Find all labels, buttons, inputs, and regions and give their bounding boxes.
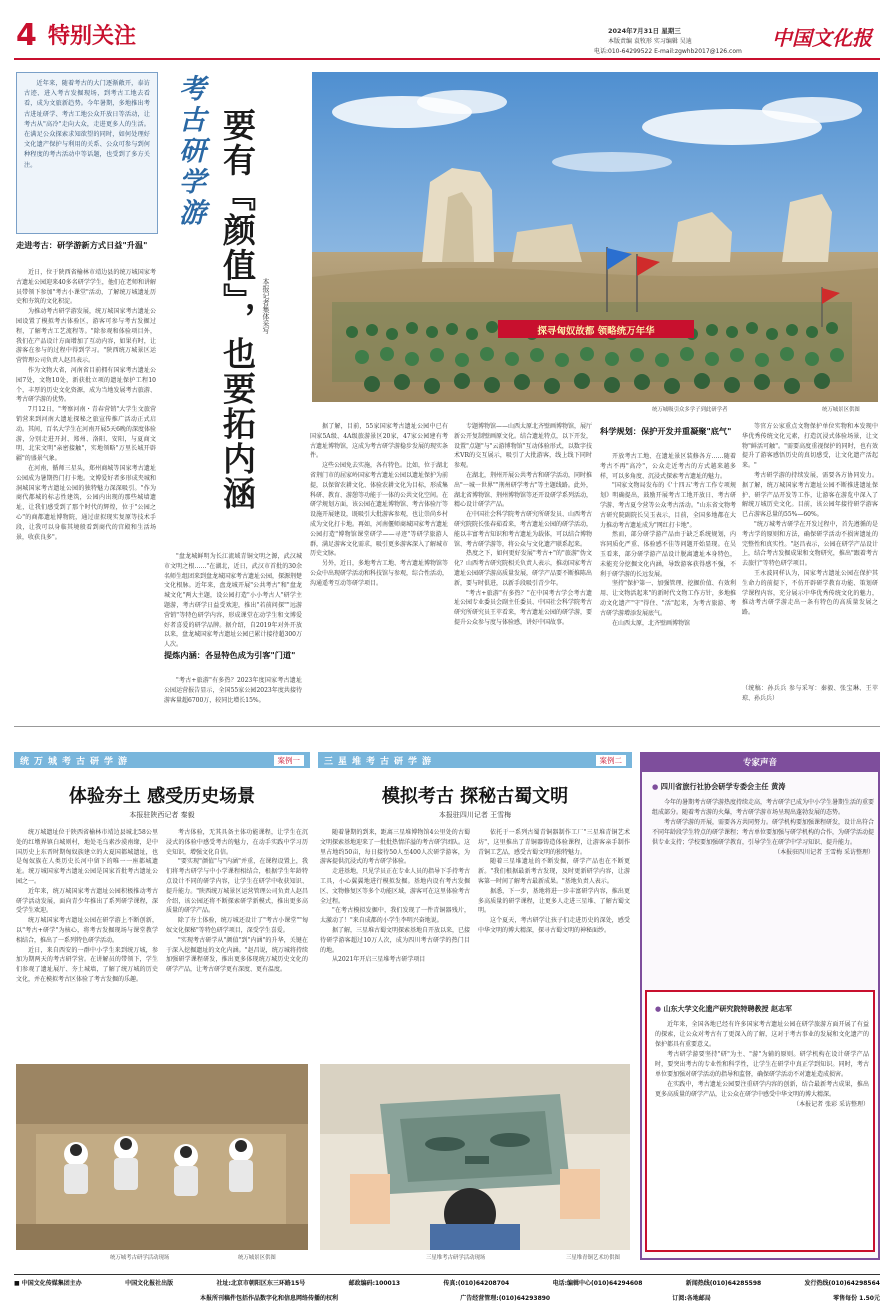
case2-photo-credit: 三星堆青铜艺术坊供图 (566, 1255, 620, 1261)
headline-kicker: 考古研学游 (174, 74, 205, 229)
paragraph: 在实践中，考古遗址公园要注重研学内容的创新，结合最新考古成果，推出更多高质量的研学产品，让公众在研学中感受中华文明的博大精深。 (655, 1081, 869, 1098)
footer-cell: 广告经营管理:(010)64293890 (460, 1295, 551, 1302)
paragraph: "要实现"颜值"与"内涵"并重，在课程设置上，我们将考古研学与中小学课程相结合，根据学生年龄特点设计不同的研学内容，让学生在研学中收获知识、提升能力。"陕西统万城景区运营管理公司负责人赵昌介绍，该公园还将不断探索研学新模式，推出更多高质量的研学产品。 (166, 858, 308, 915)
paragraph: 专题博物馆——山西太原北齐壁画博物馆，展厅新公开复制壁画原文化。结合遗址特点，以下开发，设置"点题"与"云游博物馆"互动体验形式，以数字技术VR的交互展示，吸引了大批游客，线上线下同时参观。 (454, 423, 593, 470)
section2-signoff: （统稿：孙兵兵 参与采写：秦毅、张宝琳、王苹琼、孙兵兵） (742, 685, 878, 702)
paragraph: 为推动考古研学游发展，统万城国家考古遗址公园设置了模拟考古体验区，游客可参与考古发掘过程，了解考古工艺流程等。"除参观和体验项目外，我们在产品设计方面增加了互动内容，如果有时，让游客在参与的过程中得到学习。"陕西统万城景区运营管理公司负责人赵昌表示。 (16, 308, 156, 365)
expert1-name (652, 782, 874, 792)
case2-bar (318, 752, 632, 768)
paragraph: （本报驻四川记者 王雪梅 采访整理） (774, 849, 874, 856)
paragraph: "考古+旅游"有多热？2023年度国家考古遗址公园运营报告显示，全国55家公园2023年度共接待游客量超6700万，较同比增长15%。 (164, 677, 302, 704)
case2-photo-caption: 三星堆考古研学活动现场 (426, 1255, 486, 1261)
paragraph: "盘龙城鲜明为长江流域青铜文明之源，武汉城市文明之根……"在湖北，近日，武汉市首批的30余名师生组团来到盘龙城国家考古遗址公园，探源荆楚文化根脉。近年来，盘龙城开展"公共考古"和"盘龙城文化"两大主题，设公园打造"小小考古人"研学主题游，考古研学日益受欢迎，推出"若前问探""远游营销"等特色研学内容，形成课堂在动学生和文博爱好者喜爱的研学品牌。据介绍，自2019年对外开放以来，盘龙城国家考古遗址公园已累计接待超300万人次。 (164, 553, 303, 649)
top-photo-caption: 统万城吸引众多学子到此研学者 (652, 407, 728, 413)
paragraph: 近日，位于陕西省榆林市靖边县的统万城国家考古遗址公园迎来40多名研学学生，他们在老师和讲解员带领下参加"考古小课堂"活动，了解统万城遗址历史和夯筑的文化积淀。 (16, 269, 156, 306)
paragraph: 另外，近日，多地考古工地、考古遗址博物馆等公众中出现研学活动和科技馆与参观，综合性活动，沟通遥考互动等研学项目。 (310, 560, 449, 587)
paragraph: 统万城遗址位于陕西省榆林市靖边县城北58公里处的红墩界镇白城则村，地处毛乌素沙漠南缘，是中国历史上东晋时期匈奴族建立的大夏国都城遗址，也是匈奴族在人类历史长河中留下的唯一一座都城遗址。统万城国家考古遗址公园是国家首批考古遗址公园之一。 (16, 829, 158, 885)
footer-cell: 邮政编码:100013 (348, 1280, 401, 1287)
case1-title: 体验夯土 感受历史场景 (68, 786, 256, 807)
footer-cell: 本报所刊稿件包括作品数字化和信息网络传播的权利 (200, 1295, 339, 1302)
paragraph: "在考古模拟发掘中，我们发现了一件青铜器残片，太激动了！"来自成都的小学生李明兴奋地说。 (320, 907, 470, 925)
headline-main: 要有『颜值』，也要拓内涵 (218, 108, 257, 512)
section2-heading: 科学规划：保护开发并重凝聚"底气" (600, 426, 732, 436)
footer-cell: ■ 中国文化传媒集团主办 (14, 1280, 82, 1287)
paragraph: 近年来，统万城国家考古遗址公园积极推动考古研学活动发展，面向青少年推出了系列研学课程，深受学生欢迎。 (16, 887, 158, 915)
section1-col2b (310, 422, 448, 720)
paragraph: "实现考古研学从"颜值"到"内涵"的升华，关键在于深入挖掘遗址的文化内涵。"赵昌说，统万城将持续加强研学课程研发，推出更多体现统万城历史文化的研学产品，让考古研学更有深度、更有温度。 (166, 936, 308, 974)
case2-label: 三星堆考古研学游 (324, 757, 437, 767)
paragraph: 热度之下，如何更好发展"考古+"的"旅游"伪文化？山西考古研究院相关负责人表示，推动国家考古遗址公园研学游高质量发展，研学产品要不断推陈出新，要与时俱进，以新手段吸引青少年。 (454, 550, 593, 587)
header-contact: 电话:010-64299522 E-mail:zgwhb2017@126.com (594, 48, 742, 55)
paragraph: 在湖北，荆州开展公共考古和研学活动，同时推出"一城一世界""荆州研学考古"等主题线路。此外，湖北省博物馆、荆州博物馆等还开设研学系列活动，精心设计研学产品。 (454, 471, 593, 509)
mask-photo-illustration (320, 1064, 630, 1250)
footer-cell: 零售每份 1.50元 (833, 1295, 880, 1302)
page-number: 4 (16, 18, 37, 53)
expert1-name-text: 四川省旅行社协会研学专委会主任 黄涛 (660, 782, 786, 791)
paragraph: 从2021年开启三星堆考古研学项目 (332, 956, 426, 964)
paragraph: 随着暑期的到来，距离三星堆博物馆4公里处的古蜀文明探索基地迎来了一批批热情洋溢的考古研学团队。这里占地约50亩，每日接待50人至400人次研学游客，为游客提供沉浸式的考古研学体验。 (320, 829, 471, 866)
footer-cell: 发行热线(010)64298564 (804, 1280, 880, 1287)
paragraph: "国家文物局发布的《'十四五'考古工作专项规划》明确提出，鼓励开展考古工地开放日、考古研学游、考古夏令营等公众考古活动。"山东省文物考古研究院副院长吴玉表示，目前，全国多地都在大力推动考古遗址成为"网红打卡地"。 (600, 482, 736, 529)
expert2-name (655, 1004, 869, 1014)
section1-heading2: 提炼内涵：各显特色成为引客"门道" (164, 650, 296, 660)
mid-divider (14, 726, 880, 727)
paragraph: 据了解，目前，55家国家考古遗址公园中已有国家5A级、4A级旅游景区20家，47家公园建有考古遗址博物馆，这成为考古研学游稳步发展的现实条件。 (310, 423, 449, 460)
footer-cell: 新闻热线(010)64285598 (685, 1280, 762, 1287)
case1-col2 (166, 828, 308, 1060)
section-title: 特别关注 (48, 24, 137, 49)
footer-cell: 传真:(010)64208704 (443, 1280, 510, 1287)
paragraph: 作为文物大省，河南省目前拥有国家考古遗址公园7处，文物10处，新获批立项的遗址保护工程10个，丰厚的历史文化资源，成为当地发展考古旅游、考古研学游的优势。 (16, 366, 156, 404)
footer-cell: 订阅:各地邮局 (672, 1295, 711, 1302)
footer-rule (14, 1274, 880, 1275)
intro-box (16, 72, 158, 234)
section1-col1 (16, 268, 156, 720)
expert2-name-text: 山东大学文化遗产研究院特聘教授 赵志军 (663, 1005, 792, 1013)
section1-col2b-start (164, 676, 302, 720)
footer-row2 (200, 1293, 880, 1304)
headline-byline: 本报记者集体采写 (262, 278, 270, 334)
expert2-box (645, 990, 875, 1252)
case1-byline: 本报驻陕西记者 秦毅 (129, 811, 195, 819)
section1-col3 (454, 422, 592, 720)
case2-col1 (320, 828, 470, 1060)
case2-photo (320, 1064, 630, 1250)
paragraph: 在山西太原，北齐壁画博物馆 (612, 619, 691, 627)
case1-photo-caption: 统万城考古研学活动现场 (110, 1255, 170, 1261)
paragraph: 这个夏天，考古研学让孩子们走进历史的深处，感受中华文明的博大精深，探寻古蜀文明的神秘面纱。 (478, 917, 630, 934)
section2-col1 (600, 452, 736, 720)
paragraph: 考古体验，无其具备主体功能课程，让学生在沉浸式的体验中感受考古的魅力，在动手实践中学习历史知识，增强文化自信。 (166, 829, 308, 856)
experts-header-label: 专家声音 (742, 758, 777, 768)
paragraph: 据了解，三星堆古蜀文明探索基地自开放以来，已接待研学游客超过10万人次，成为四川考古研学的热门目的地。 (320, 926, 471, 954)
paragraph: 王永波同样认为，国家考古遗址公园在保护其生命力的前提下，不仿开辟研学教育功能、策划研学课程内容，充分展示中华优秀传统文化的魅力，推动考古研学游走出一条有特色的高质量发展之路。 (742, 569, 878, 617)
section1-heading: 走进考古：研学游新方式日益"升温" (16, 240, 148, 250)
paragraph: 近日，来自西安的一群中小学生来到统万城，参加为期两天的考古研学营。在讲解员的带领下，学生们参观了遗址展厅、夯土城墙，了解了统万城的历史文化，并在模拟考古区体验了考古发掘的乐趣。 (16, 946, 158, 983)
paragraph: 考古研学游的开展，需要各方共同努力。研学机构要加强课程研发，设计出符合不同年龄段学生特点的研学课程；考古单位要加强与研学机构的合作，为研学活动提供专业支持；学校要加强研学教育，引导学生在研学中学习知识、提升能力。 (652, 819, 875, 846)
paragraph: 在河南，循师三星头，郑州商城等国家考古遗址公园成为暑期热门打卡地。文博爱好者多形成夹城和洞城国家考古遗址公园的独特魅力深深吸引。"作为商代都城的标志性建筑，公园内出现的那些城墙遗址，让我们感受到了那个时代的辉煌，位于"公园之心"的商都遗址博物院，通过虚拟现实复原等技术手段，让我可以身临其境般看到商代的宫殿和生活场景，收获良多"。 (16, 464, 156, 541)
header-rule (14, 58, 880, 60)
case2-byline: 本报驻四川记者 王雪梅 (438, 811, 512, 819)
case1-label: 统万城考古研学游 (20, 757, 133, 767)
paragraph: 坚持"保护第一、加强管理、挖掘价值、有效利用、让文物活起来"的新时代文物工作方针，多地推动文化遗产"守"得住、"活"起来，为考古旅游、考古研学游增添发展底气。 (600, 580, 736, 617)
dig-photo-illustration (16, 1064, 308, 1250)
photo-banner-text: 探寻匈奴故都 领略统万年华 (537, 326, 655, 337)
paragraph: 今年的暑期考古研学游热度持续走高，考古研学已成为中小学生暑期生活的重要组成部分。随着考古游的火爆，考古研学游市场呈现出蓬勃发展的态势。 (652, 799, 875, 816)
section2-col2 (742, 422, 878, 680)
top-photo (312, 72, 878, 402)
footer-cell: 电话:编辑中心(010)64294608 (552, 1280, 643, 1287)
case1-col1 (16, 828, 158, 1060)
bullet-icon: ● (655, 1005, 662, 1013)
case2-title: 模拟考古 探秘古蜀文明 (381, 786, 569, 807)
expert1-text (652, 798, 874, 970)
expert2-text (655, 1020, 869, 1248)
intro-text: 近年来，随着考古的大门逐渐敞开，泰访古迹、进入考古发掘现场，到考古工地去看看，成为文旅新趋势。今年暑期，多地推出考古进址研学、考古工地公众开放日等活动，让考古从"高冷"走向大众，走进更多人的生活。在满足公众探索求知欲望的同时，如何处理好文化遗产保护与利用的关系、公众可参与到何种程度的考古活动中等话题，也受到了多方关注。 (24, 80, 150, 169)
paragraph: 走进基地，只见学员正在专业人员的指导下手持考古工具，小心翼翼地进行模拟发掘。基地内设有考古发掘区、文物修复区等多个功能区域，游客可在这里体验考古全过程。 (320, 868, 471, 905)
page-header (0, 0, 894, 60)
paragraph: 除了夯土体验，统万城还设计了"考古小课堂""匈奴文化探秘"等特色研学项目，深受学生喜爱。 (166, 917, 308, 934)
paragraph: 这些公园免去实施，各有特色。比如，位于湖北省荆门市的屈家岭国家考古遗址公园以遗址保护为前提，以保留农耕文化、体验农耕文化为目标，形成集科研、教育、游憩等功能于一体的公共文化空间。在研学规划方面，该公园在遗址博物馆、考古体验厅等设施开展建设，既吸引大批游客参观，也让崇尚乡村成为文化打卡地。再如，河南偃师商城国家考古遗址公园打造"博物馆课堂研学——寻迹"等研学旅游人群，满足游客文化需求，吸引更多游客深入了解城市历史文脉。 (310, 462, 449, 558)
paragraph: "考古+旅游"有多热？"在中国考古学会考古遗址公园专业委员会副主任委员、中国社会科学院考古研究所研究员王苹看来，考古遗址公园的研学游，要提升公众参与度与体验感，讲好中国故事。 (454, 589, 593, 626)
paragraph: 统万城国家考古遗址公园在研学游上不断创新，以"考古+研学"为核心，将考古发掘现场与课堂教学相结合，推出了一系列特色研学活动。 (16, 917, 158, 944)
header-date: 2024年7月31日 星期三 (608, 27, 681, 35)
case1-photo (16, 1064, 308, 1250)
case1-tag: 案例一 (274, 755, 305, 766)
paragraph: 然而，部分研学游产品由于缺乏系统规划，内容同质化严重、体验感不佳等问题开始显现。在吴玉看来，部分研学游产品设计脱离遗址本身特色，未能充分挖掘文化内涵，导致游客获得感不强，不利于研学游的长远发展。 (600, 531, 736, 578)
paragraph: 依托于一系列古蜀青铜器制作工厂"三星堆青铜艺术坊"，这里推出了青铜器铸造体验课程，让游客亲手制作青铜工艺品，感受古蜀文明的独特魅力。 (478, 829, 630, 856)
case2-col2 (478, 828, 630, 1060)
header-editors: 本版责编 袁牧形 实习编辑 吴迪 (608, 38, 692, 45)
top-photo-credit: 统万城景区供图 (822, 407, 860, 413)
paragraph: 开放考古工地、在遗址景区装修各方……随着考古不再"高冷"，公众走近考古的方式越来越多样，可以多角度、沉浸式探索考古遗址的魅力。 (600, 453, 736, 480)
case2-tag: 案例二 (596, 755, 627, 766)
paragraph: （本报记者 张彩 采访整理） (793, 1101, 869, 1108)
footer-cell: 中国文化报社出版 (125, 1280, 174, 1287)
paragraph: 据悉，下一步，基地将进一步丰富研学内容，推出更多高质量的研学课程，让更多人走进三星堆、了解古蜀文明。 (478, 887, 630, 915)
footer-cell: 社址:北京市朝阳区东三环路15号 (216, 1280, 306, 1287)
footer-row1 (14, 1278, 880, 1290)
paragraph: 随着三星堆遗址的不断发掘，研学产品也在不断更新。"我们根据最新考古发现，及时更新研学内容，让游客第一时间了解考古最新成果。"基地负责人表示。 (478, 858, 630, 885)
paragraph: 7月12日，"考察河南・青春营销"大学生文旅营销营来到河南大遗址探秘之旅宣传推广活动正式启动。其间，百名大学生在河南开展5天6晚的深度体验游，分别走进开封、郑州、洛阳、安阳，与夏商文明、北宋文明"亲密接触"，实地领略"万里长城开辟疆"的盛景气象。 (16, 406, 156, 463)
bullet-icon: ● (652, 782, 659, 791)
ruins-photo-illustration (312, 72, 878, 402)
paragraph: 近年来，全国各地已经有许多国家考古遗址公园在研学旅游方面开展了有益的探索，让公众对考古有了更深入的了解，这对于考古事业的发展和文化遗产的保护都具有重要意义。 (655, 1021, 869, 1048)
experts-header (642, 754, 878, 772)
paragraph: 在中国社会科学院考古研究所研发员、山西考古研究院院长张春茹看来，考古遗址公园的研学活动，能以丰富考古知识和考古遗址为载体，可以结合博物馆、考古研学游等，将公众与文化遗产联系起来。 (454, 511, 593, 548)
case1-bar (14, 752, 310, 768)
paragraph: 考古研学游的持续发展，需要各方协同发力。据了解，统万城国家考古遗址公园不断推进遗址保护、研学产品开发等工作，让游客在游览中深入了解统万城历史文化。目前，该公园年接待研学游客已占游客总量的55%—60%。 (742, 471, 878, 519)
masthead-logo: 中国文化报 (772, 26, 872, 50)
case1-photo-credit: 统万城景区供图 (238, 1255, 276, 1261)
paragraph: 考古研学游要坚持"研"为主、"游"为辅的原则。研学机构在设计研学产品时，要突出考古的专业性和科学性，让学生在研学中真正学到知识。同时，考古单位要加强对研学活动的指导和监督，确保研学活动不对遗址造成损害。 (655, 1051, 869, 1078)
paragraph: "统万城考古研学在开发过程中，首先遵循的是考古学的原则和方法，确保研学活动不损害遗址的完整性和真实性。"赵昌表示，公园在研学产品设计上，结合考古发掘成果和文物研究，推出"跟着考古去旅行"等特色研学项目。 (742, 520, 878, 568)
section1-col2 (164, 552, 303, 649)
paragraph: 等官方公家重点文物保护单位实物和本发现中华优秀传统文化元素，打造沉浸式体验场景，让文物"鲜活可触"。"需要高度重视保护的同时，也有效提升了游客感悟历史的真切感受，让文化遗产活起来。" (742, 423, 878, 470)
